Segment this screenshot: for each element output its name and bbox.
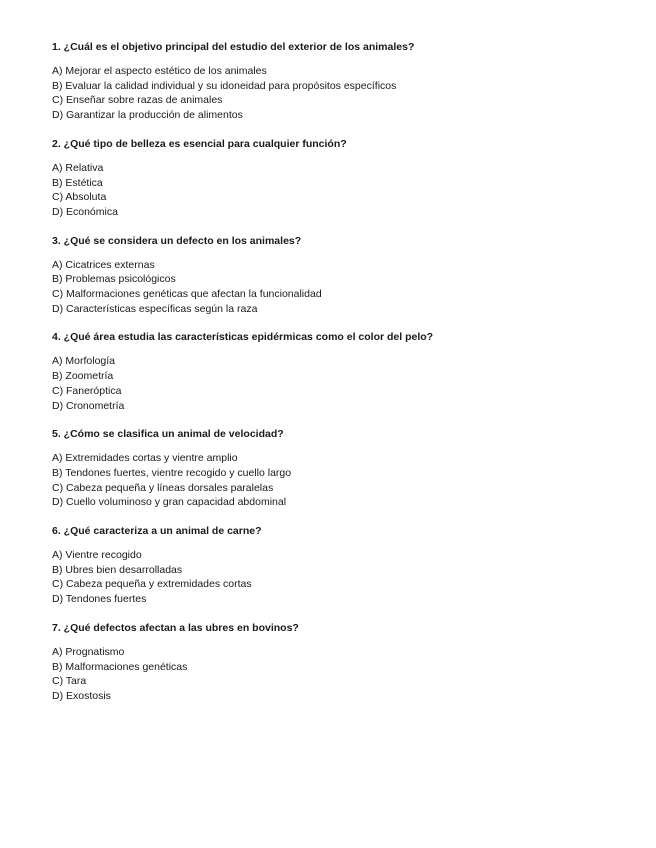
question-title: 2. ¿Qué tipo de belleza es esencial para cualquier función? [52, 137, 347, 150]
option-list [52, 258, 632, 317]
option-c: C) Enseñar sobre razas de animales [52, 94, 223, 107]
question-2 [52, 137, 632, 220]
option-list [52, 645, 632, 704]
option-b: B) Ubres bien desarrolladas [52, 563, 183, 576]
question-3 [52, 234, 632, 317]
option-d: D) Cronometría [52, 399, 125, 412]
option-list [52, 354, 632, 413]
option-a: A) Prognatismo [52, 645, 125, 658]
option-b: B) Zoometría [52, 370, 114, 383]
option-d: D) Tendones fuertes [52, 593, 147, 606]
question-title: 3. ¿Qué se considera un defecto en los animales? [52, 234, 302, 247]
question-title: 1. ¿Cuál es el objetivo principal del estudio del exterior de los animales? [52, 41, 415, 53]
option-list [52, 548, 632, 607]
option-a: A) Vientre recogido [52, 549, 142, 562]
question-7 [52, 621, 632, 704]
question-title: 6. ¿Qué caracteriza a un animal de carne? [52, 525, 262, 538]
option-c: C) Absoluta [52, 191, 107, 204]
option-a: A) Extremidades cortas y vientre amplio [52, 452, 238, 465]
question-1 [52, 40, 632, 123]
question-4 [52, 330, 632, 413]
question-title: 5. ¿Cómo se clasifica un animal de velocidad? [52, 428, 284, 441]
quiz-document [52, 40, 632, 718]
option-b: B) Evaluar la calidad individual y su idoneidad para propósitos específicos [52, 79, 397, 92]
question-5 [52, 427, 632, 510]
option-d: D) Garantizar la producción de alimentos [52, 109, 243, 122]
option-d: D) Características específicas según la raza [52, 302, 258, 315]
option-a: A) Cicatrices externas [52, 258, 155, 271]
option-c: C) Cabeza pequeña y extremidades cortas [52, 578, 252, 591]
question-title: 4. ¿Qué área estudia las características epidérmicas como el color del pelo? [52, 331, 434, 344]
option-b: B) Estética [52, 176, 103, 189]
option-list [52, 64, 632, 123]
option-b: B) Problemas psicológicos [52, 273, 176, 286]
option-b: B) Malformaciones genéticas [52, 660, 188, 673]
option-c: C) Malformaciones genéticas que afectan la funcionalidad [52, 288, 322, 301]
option-a: A) Mejorar el aspecto estético de los animales [52, 65, 267, 77]
option-list [52, 161, 632, 220]
option-c: C) Tara [52, 675, 87, 688]
question-6 [52, 524, 632, 607]
option-a: A) Relativa [52, 161, 104, 174]
option-list [52, 451, 632, 510]
option-a: A) Morfología [52, 355, 116, 368]
option-b: B) Tendones fuertes, vientre recogido y cuello largo [52, 466, 292, 479]
option-d: D) Económica [52, 205, 118, 218]
option-c: C) Faneróptica [52, 384, 122, 397]
question-title: 7. ¿Qué defectos afectan a las ubres en bovinos? [52, 621, 299, 634]
option-d: D) Cuello voluminoso y gran capacidad abdominal [52, 496, 287, 509]
option-c: C) Cabeza pequeña y líneas dorsales paralelas [52, 481, 274, 494]
option-d: D) Exostosis [52, 689, 111, 702]
